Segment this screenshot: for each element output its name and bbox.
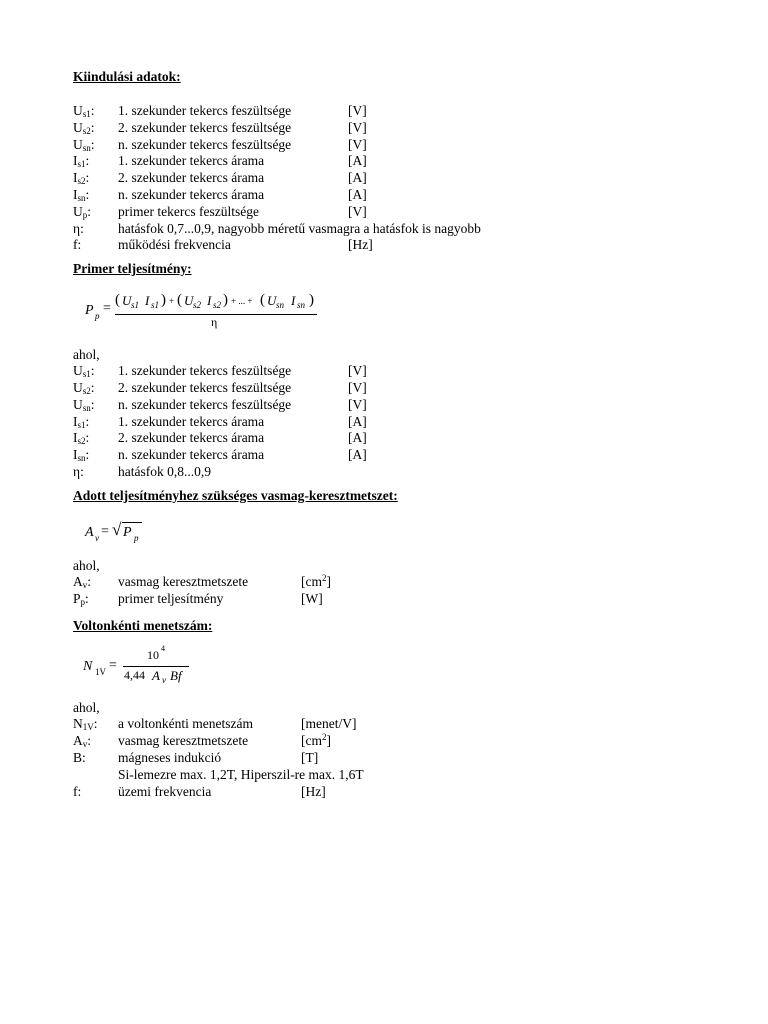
variable-symbol: $I_{sn}$: bbox=[73, 447, 90, 464]
root-bar bbox=[122, 522, 142, 523]
square-root-icon: √ bbox=[112, 519, 122, 539]
variable-unit: [A] bbox=[348, 413, 367, 429]
variable-unit: $[cm^2]$ bbox=[301, 572, 331, 589]
section-heading-core-cross-section: Adott teljesítményhez szükséges vasmag-keresztmetszet: bbox=[73, 487, 398, 503]
denominator-a-sub: v bbox=[162, 675, 166, 686]
paren-close-2: ) bbox=[223, 292, 228, 309]
variable-description: 1. szekunder tekercs feszültsége bbox=[118, 363, 292, 379]
variable-symbol: $U_{sn}$: bbox=[73, 396, 95, 413]
term-u-s2: U bbox=[184, 293, 194, 309]
variable-symbol: $U_p$: bbox=[73, 203, 92, 220]
section-heading-input-data: Kiindulási adatok: bbox=[73, 69, 181, 84]
variable-description: üzemi frekvencia bbox=[118, 783, 212, 799]
variable-row bbox=[73, 170, 713, 187]
denominator-a: A bbox=[152, 668, 160, 684]
variable-symbol: $N_{1V}$: bbox=[73, 716, 98, 733]
formula-lhs-sub: 1V bbox=[95, 667, 106, 678]
variable-description: n. szekunder tekercs feszültsége bbox=[118, 136, 292, 152]
variable-symbol: $I_{s1}$: bbox=[73, 413, 90, 430]
variable-symbol: B: bbox=[73, 749, 86, 765]
variable-symbol: $I_{s1}$: bbox=[73, 153, 90, 170]
variable-row bbox=[73, 750, 713, 767]
term-u-s2-sub: s2 bbox=[193, 300, 202, 311]
formula-p: P bbox=[123, 524, 132, 540]
section-heading-turns-per-volt: Voltonkénti menetszám: bbox=[73, 618, 213, 634]
formula-denominator-eta: η bbox=[211, 315, 218, 330]
paren-open-1: ( bbox=[115, 292, 120, 309]
variable-unit: [T] bbox=[301, 749, 319, 765]
variable-row bbox=[73, 414, 713, 431]
term-u-s1: U bbox=[122, 293, 132, 309]
term-i-s2: I bbox=[207, 293, 212, 309]
variable-description: n. szekunder tekercs feszültsége bbox=[118, 396, 292, 412]
variable-description: primer teljesítmény bbox=[118, 590, 224, 606]
variable-row bbox=[73, 120, 713, 137]
term-i-s2-sub: s2 bbox=[213, 300, 222, 311]
primary-power-variables-list bbox=[73, 363, 713, 481]
variable-unit: [V] bbox=[348, 136, 367, 152]
formula-lhs: A bbox=[85, 524, 94, 540]
variable-row bbox=[73, 103, 713, 120]
variable-unit: [A] bbox=[348, 430, 367, 446]
document-page bbox=[73, 68, 713, 800]
formula-equals: = bbox=[101, 523, 109, 539]
variable-row bbox=[73, 397, 713, 414]
term-i-sn-sub: sn bbox=[297, 300, 306, 311]
variable-unit: [V] bbox=[348, 379, 367, 395]
variable-symbol: $U_{sn}$: bbox=[73, 136, 95, 153]
formula-lhs-sub: v bbox=[95, 532, 99, 543]
variable-row bbox=[73, 153, 713, 170]
variable-symbol: $A_v$: bbox=[73, 733, 92, 750]
variable-row bbox=[73, 574, 713, 591]
variable-unit: [W] bbox=[301, 590, 323, 606]
variable-unit: $[cm^2]$ bbox=[301, 732, 331, 749]
term-u-s1-sub: s1 bbox=[131, 300, 140, 311]
variable-description: hatásfok 0,8...0,9 bbox=[118, 463, 211, 479]
input-data-list bbox=[73, 103, 713, 254]
variable-row bbox=[73, 221, 713, 238]
variable-symbol: η: bbox=[73, 463, 84, 479]
numerator: 10 bbox=[147, 648, 159, 663]
variable-symbol: $I_{s2}$: bbox=[73, 430, 90, 447]
variable-row bbox=[73, 430, 713, 447]
where-label: ahol, bbox=[73, 347, 100, 363]
turns-per-volt-formula bbox=[73, 635, 713, 699]
variable-row bbox=[73, 733, 713, 750]
core-cross-section-variables-list bbox=[73, 574, 713, 608]
variable-unit: [V] bbox=[348, 203, 367, 219]
variable-description: a voltonkénti menetszám bbox=[118, 716, 253, 732]
variable-symbol: $I_{s2}$: bbox=[73, 170, 90, 187]
variable-description: primer tekercs feszültsége bbox=[118, 203, 259, 219]
plus-dots: + ... + bbox=[231, 296, 253, 307]
term-i-s1: I bbox=[145, 293, 150, 309]
formula-lhs: P bbox=[85, 303, 94, 319]
variable-description: 2. szekunder tekercs árama bbox=[118, 430, 265, 446]
variable-unit: [V] bbox=[348, 119, 367, 135]
primary-power-formula bbox=[73, 278, 713, 340]
variable-unit: [A] bbox=[348, 170, 367, 186]
section-heading-primary-power: Primer teljesítmény: bbox=[73, 261, 192, 277]
term-u-sn: U bbox=[267, 293, 277, 309]
variable-row bbox=[73, 716, 713, 733]
variable-unit: [V] bbox=[348, 396, 367, 412]
formula-equals: = bbox=[109, 658, 117, 674]
variable-row bbox=[73, 784, 713, 801]
term-i-s1-sub: s1 bbox=[151, 300, 160, 311]
variable-row bbox=[73, 187, 713, 204]
variable-symbol: f: bbox=[73, 237, 82, 253]
variable-unit: [menet/V] bbox=[301, 716, 357, 732]
turns-per-volt-variables-list bbox=[73, 716, 713, 800]
variable-description: 2. szekunder tekercs feszültsége bbox=[118, 379, 292, 395]
variable-description: működési frekvencia bbox=[118, 237, 231, 253]
term-i-sn: I bbox=[291, 293, 296, 309]
variable-description: 2. szekunder tekercs árama bbox=[118, 170, 265, 186]
variable-unit: [V] bbox=[348, 103, 367, 118]
variable-symbol: $I_{sn}$: bbox=[73, 186, 90, 203]
variable-description: 2. szekunder tekercs feszültsége bbox=[118, 119, 292, 135]
variable-row bbox=[73, 363, 713, 380]
paren-open-3: ( bbox=[260, 292, 265, 309]
formula-equals: = bbox=[103, 301, 111, 317]
core-cross-section-formula bbox=[73, 505, 713, 557]
variable-unit: [Hz] bbox=[348, 237, 373, 253]
variable-unit: [V] bbox=[348, 363, 367, 379]
formula-lhs-sub: p bbox=[95, 311, 100, 322]
variable-description: n. szekunder tekercs árama bbox=[118, 447, 265, 463]
variable-row bbox=[73, 380, 713, 397]
variable-unit: [A] bbox=[348, 186, 367, 202]
variable-description: Si-lemezre max. 1,2T, Hiperszil-re max. 1,6T bbox=[118, 766, 364, 782]
fraction-bar bbox=[123, 666, 189, 667]
variable-symbol: $P_p$: bbox=[73, 590, 89, 607]
variable-description: vasmag keresztmetszete bbox=[118, 733, 249, 749]
paren-open-2: ( bbox=[177, 292, 182, 309]
variable-description: mágneses indukció bbox=[118, 749, 222, 765]
denominator-coefficient: 4,44 bbox=[124, 668, 145, 683]
variable-unit: [A] bbox=[348, 153, 367, 169]
variable-row bbox=[73, 767, 713, 784]
variable-symbol: η: bbox=[73, 220, 84, 236]
paren-close-3: ) bbox=[309, 292, 314, 309]
term-u-sn-sub: sn bbox=[276, 300, 285, 311]
variable-description: vasmag keresztmetszete bbox=[118, 573, 249, 589]
variable-row bbox=[73, 464, 713, 481]
variable-unit: [Hz] bbox=[301, 783, 326, 799]
variable-symbol: f: bbox=[73, 783, 82, 799]
variable-symbol: $U_{s2}$: bbox=[73, 119, 95, 136]
variable-unit: [A] bbox=[348, 447, 367, 463]
variable-description: hatásfok 0,7...0,9, nagyobb méretű vasmagra a hatásfok is nagyobb bbox=[118, 220, 481, 236]
where-label: ahol, bbox=[73, 700, 100, 716]
plus-1: + bbox=[169, 296, 175, 307]
formula-p-sub: p bbox=[134, 532, 139, 543]
variable-description: 1. szekunder tekercs árama bbox=[118, 413, 265, 429]
variable-row bbox=[73, 591, 713, 608]
variable-description: 1. szekunder tekercs feszültsége bbox=[118, 103, 292, 118]
variable-symbol: $U_{s1}$: bbox=[73, 363, 95, 380]
numerator-exponent: 4 bbox=[161, 644, 165, 654]
variable-row bbox=[73, 204, 713, 221]
paren-close-1: ) bbox=[161, 292, 166, 309]
where-label: ahol, bbox=[73, 557, 100, 573]
variable-symbol: $A_v$: bbox=[73, 573, 92, 590]
variable-symbol: $U_{s1}$: bbox=[73, 103, 95, 119]
variable-row bbox=[73, 447, 713, 464]
denominator-bf: Bf bbox=[170, 668, 182, 684]
variable-description: 1. szekunder tekercs árama bbox=[118, 153, 265, 169]
variable-symbol: $U_{s2}$: bbox=[73, 379, 95, 396]
formula-lhs: N bbox=[83, 659, 93, 675]
variable-row bbox=[73, 237, 713, 254]
variable-row bbox=[73, 137, 713, 154]
variable-description: n. szekunder tekercs árama bbox=[118, 186, 265, 202]
